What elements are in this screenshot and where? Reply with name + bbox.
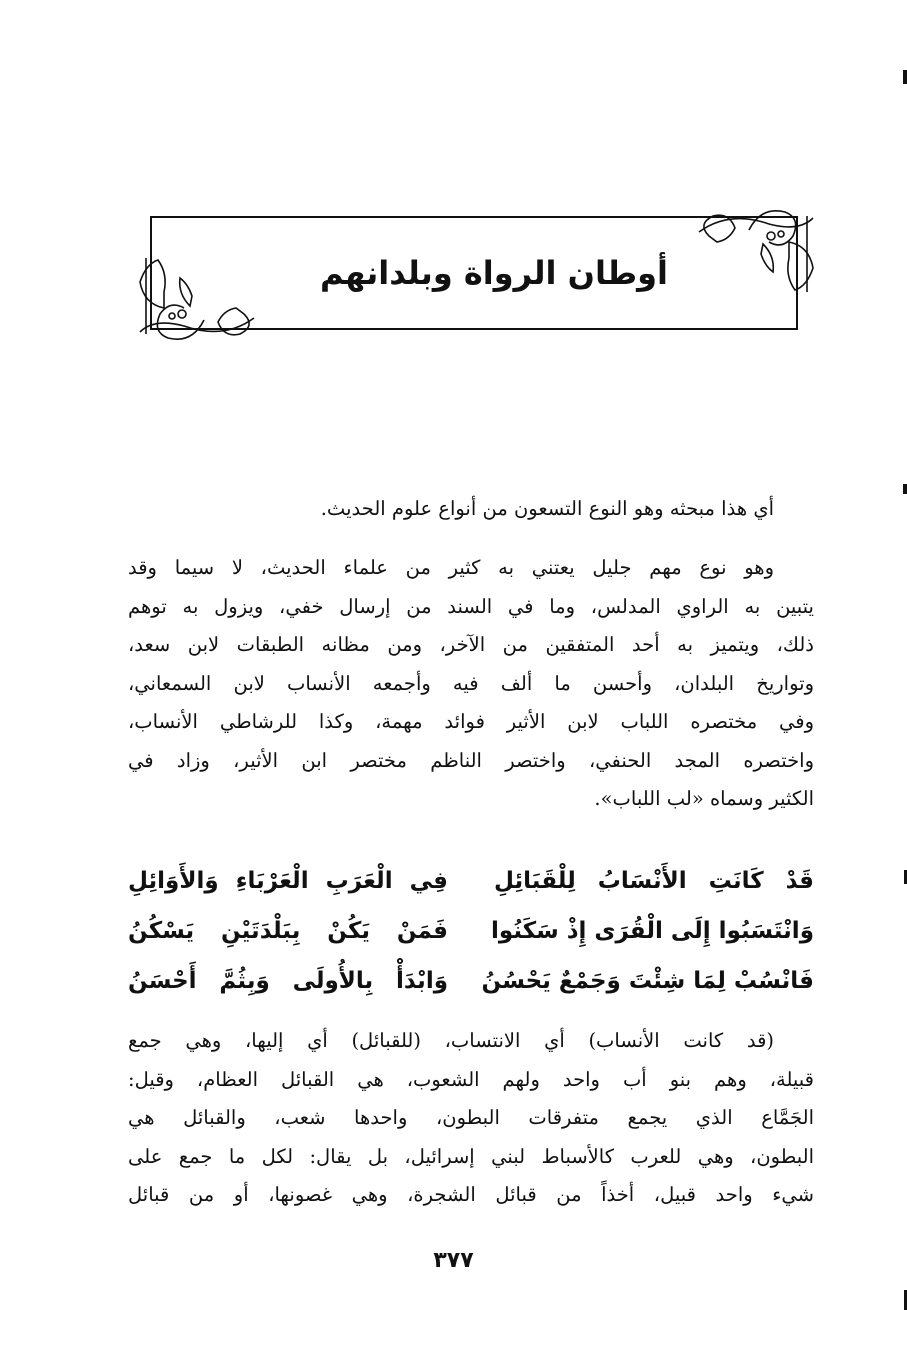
text-line: (قد كانت الأنساب) أي الانتساب، (للقبائل) أي إليها، وهي جمع bbox=[128, 1029, 774, 1052]
text-line: شيء واحد قبيل، أخذاً من قبائل الشجرة، وهي غصونها، أو من قبائل bbox=[128, 1183, 814, 1206]
verse-line bbox=[128, 856, 814, 906]
verse-second-hemistich: فِي الْعَرَبِ الْعَرْبَاءِ وَالأَوَائِلِ bbox=[128, 868, 448, 894]
text-line: قبيلة، وهم بنو أب واحد ولهم الشعوب، هي القبائل العظام، وقيل: bbox=[128, 1067, 814, 1091]
text-line: البطون، وهي للعرب كالأسباط لبني إسرائيل، بل يقال: لكل ما جمع على bbox=[128, 1144, 814, 1168]
scan-edge-mark bbox=[903, 484, 907, 494]
text-line: ذلك، ويتميز به أحد المتفقين من الآخر، ومن مظانه الطبقات لابن سعد، bbox=[128, 633, 814, 656]
scan-edge-mark bbox=[903, 70, 907, 84]
page-number: ٣٧٧ bbox=[433, 1248, 474, 1273]
intro-paragraph: أي هذا مبحثه وهو النوع التسعون من أنواع علوم الحديث. bbox=[320, 497, 774, 520]
poem-verses bbox=[128, 856, 814, 1006]
text-line: الجَمَّاع الذي يجمع متفرقات البطون، واحدها شعب، والقبائل هي bbox=[128, 1106, 814, 1129]
verse-line bbox=[128, 906, 814, 956]
verse-second-hemistich: وَابْدَأْ بِالأُولَى وَبِثُمَّ أَحْسَنُ bbox=[128, 968, 448, 994]
text-line: وهو نوع مهم جليل يعتني به كثير من علماء الحديث، لا سيما وقد bbox=[128, 556, 774, 579]
text-line: واختصره المجد الحنفي، واختصر الناظم مختصر ابن الأثير، وزاد في bbox=[128, 748, 814, 772]
verse-first-hemistich: فَانْسُبْ لِمَا شِئْتَ وَجَمْعٌ يَحْسُنُ bbox=[481, 968, 814, 994]
verse-line bbox=[128, 956, 814, 1006]
page-title: أوطان الرواة وبلدانهم bbox=[320, 254, 668, 292]
text-line: الكثير وسماه «لب اللباب». bbox=[594, 787, 814, 810]
text-line: وفي مختصره اللباب لابن الأثير فوائد مهمة، وكذا للرشاطي الأنساب، bbox=[128, 710, 814, 733]
commentary-paragraph bbox=[128, 1022, 814, 1215]
text-line: يتبين به الراوي المدلس، وما في السند من إرسال خفي، ويزول به توهم bbox=[128, 594, 814, 618]
commentary-paragraph bbox=[128, 549, 814, 819]
verse-second-hemistich: فَمَنْ يَكُنْ بِبَلْدَتَيْنِ يَسْكُنُ bbox=[128, 918, 448, 944]
verse-first-hemistich: قَدْ كَانَتِ الأَنْسَابُ لِلْقَبَائِلِ bbox=[494, 868, 814, 894]
verse-first-hemistich: وَانْتَسَبُوا إِلَى الْقُرَى إِذْ سَكَنُوا bbox=[491, 918, 814, 944]
text-line: وتواريخ البلدان، وأحسن ما ألف فيه وأجمعه الأنساب لابن السمعاني، bbox=[128, 671, 814, 695]
